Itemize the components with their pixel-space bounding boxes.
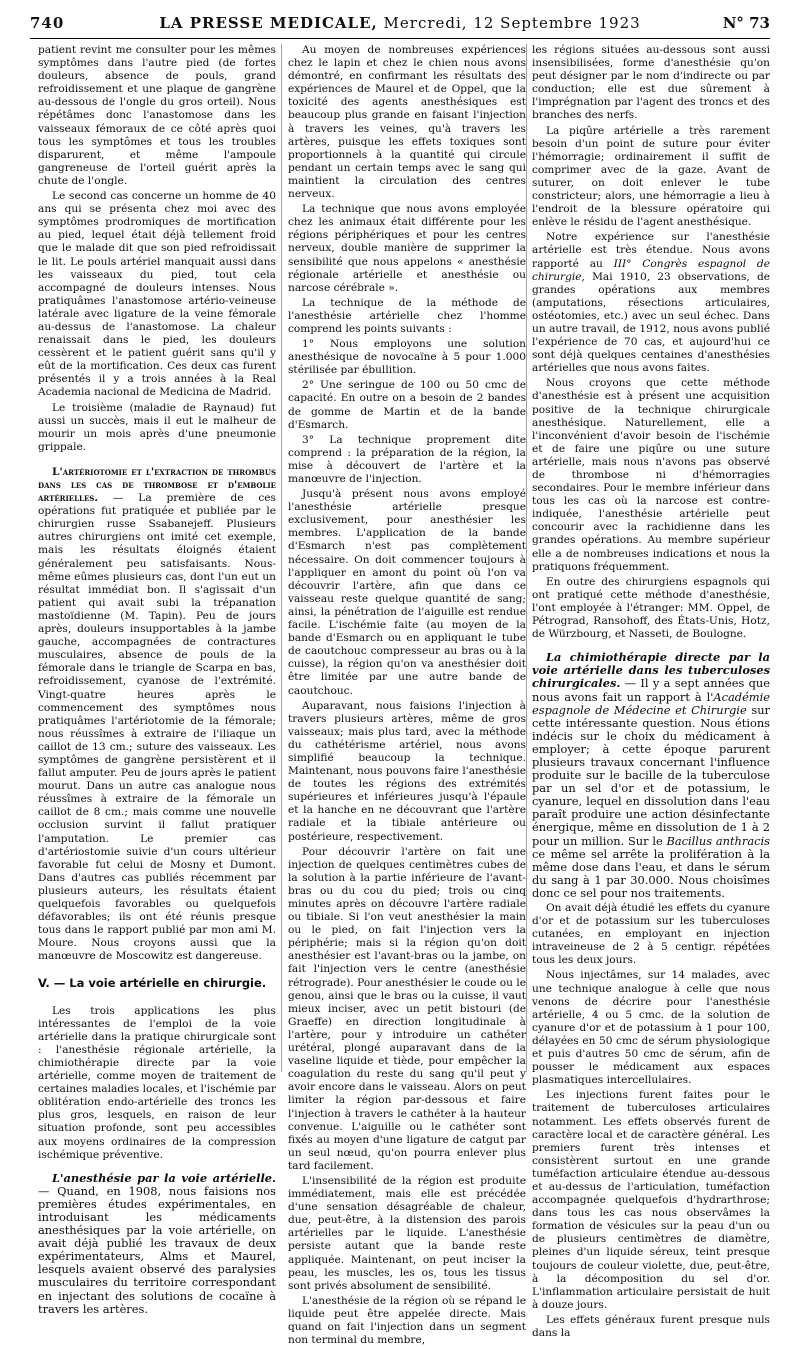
paragraph: Nous croyons que cette méthode d'anesthésie est à présent une acquisition positive de la technique chirurgicale anesthésique. Naturellement, elle a l'inconvénient d'avoir besoin de l'ischémie et de faire une piqûre ou une suture artérielle, mais nous n'avons pas observé de thrombose ni d'hémorragies secondaires. Pour le membre inférieur dans tous les cas où la narcose est contre-indiquée, l'anesthésie artérielle peut concourir avec la rachidienne dans les grandes opérations. Au membre supérieur elle a de nombreuses indications et nous la pratiquons fréquemment.: [532, 377, 770, 573]
paragraph-body: — Quand, en 1908, nous faisions nos premières études expérimentales, en introduisant les médicaments anesthésiques par la voie artérielle, on avait déjà publié les travaux de deux expérimentateurs, Alms et Maurel, lesquels avaient observé des paralysies musculaires du territoire correspondant en injectant des solutions de cocaïne à travers les artères.: [38, 1183, 276, 1316]
paragraph-body: — La première de ces opérations fut pratiquée et publiée par le chirurgien russe Ssabanejeff. Plusieurs autres chirurgiens ont imité cet exemple, mais les résultats éloignés étaient généralement peu satisfaisants. Nous-même eûmes plusieurs cas, dont l'un eut un résultat immédiat bon. Il s'agissait d'un patient qui avait subi la trépanation mastoïdienne (M. Tapin). Peu de jours après, douleurs insupportables à la jambe gauche, accompagnées de contractures musculaires, absence de pouls de la fémorale dans le triangle de Scarpa en bas, refroidissement, cyanose de l'extrémité. Vingt-quatre heures après le commencement des symptômes nous pratiquâmes l'artériotomie de la fémorale; nous réussîmes à extraire de l'iliaque un caillot de 13 cm.; suture des vaisseaux. Les symptômes de gangrène persistèrent et il fallut amputer. Peu de jours après le patient mourut. Dans un autre cas analogue nous réussîmes à extraire de la fémorale un caillot de 8 cm.; mais comme une nouvelle occlusion survint il fallut pratiquer l'amputation. Le premier cas d'artériostomie suivie d'un cours ultérieur favorable fut celui de Mosny et Dumont. Dans d'autres cas publiés récemment par plusieurs auteurs, les résultats étaient quelquefois favorables ou quelquefois défavorables; ils ont été réunis presque tous dans le rapport publié par mon ami M. Moure. Nous croyons aussi que la manœuvre de Moscowitz est dangereuse.: [38, 492, 276, 963]
paragraph: [532, 651, 770, 900]
paragraph: Les trois applications les plus intéressantes de l'emploi de la voie artérielle dans la pratique chirurgicale sont : l'anesthésie régionale artérielle, la chimiothérapie directe par la voie artérielle, comme moyen de traitement de certaines maladies locales, et l'ischémie par oblitération endo-artérielle des troncs les plus gros, lesquels, en raison de leur situation profonde, sont peu accessibles aux moyens ordinaires de la compression ischémique préventive.: [38, 1004, 276, 1161]
paragraph: L'insensibilité de la région est produite immédiatement, mais elle est précédée d'une sensation désagréable de chaleur, due, peut-être, à la distension des parois artérielles par le liquide. L'anesthésie persiste autant que la bande reste appliquée. Maintenant, on peut inciser la peau, les muscles, les os, tous les tissus sont privés absolument de sensibilité.: [288, 1174, 526, 1292]
paragraph: La technique de la méthode de l'anesthésie artérielle chez l'homme comprend les points suivants :: [288, 296, 526, 335]
section-heading: V. — La voie artérielle en chirurgie.: [38, 976, 267, 991]
column-divider: [526, 44, 527, 1072]
paragraph: [532, 231, 770, 375]
paragraph: Le troisième (maladie de Raynaud) fut aussi un succès, mais il eut le malheur de mourir un mois après d'une pneumonie grippale.: [38, 401, 276, 453]
paragraph-lead: L'artériotomie et l'extraction de thrombus dans les cas de thrombose et d'embolie artérielles.: [38, 465, 276, 505]
paragraph: La piqûre artérielle a très rarement besoin d'un point de suture pour éviter l'hémorragie; ordinairement il suffit de comprimer avec de la gaze. Avant de suturer, on doit enlever le tube constricteur; alors, une hémorragie a lieu à l'endroit de la blessure opératoire qui enlève le résidu de l'agent anesthésique.: [532, 124, 770, 229]
paragraph: Auparavant, nous faisions l'injection à travers plusieurs artères, même de gros vaisseaux; mais plus tard, avec la méthode du cathétérisme artériel, nous avons simplifié beaucoup la technique. Maintenant, nous pouvons faire l'anesthésie de toutes les régions des extrémités supérieures et inférieures jusqu'à l'épaule et la hanche en ne découvrant que l'artère radiale et la tibiale antérieure ou postérieure, respectivement.: [288, 699, 526, 843]
column-1: [38, 44, 276, 1316]
paragraph: En outre des chirurgiens espagnols qui ont pratiqué cette méthode d'anesthésie, l'ont employée à l'étranger: MM. Oppel, de Pétrograd, Ransohoff, des États-Unis, Hotz, de Würzbourg, et Nasseti, de Boulogne.: [532, 575, 770, 641]
page-header: [30, 14, 770, 36]
paragraph: 3° La technique proprement dite comprend : la préparation de la région, la mise à découvert de l'artère et la manœuvre de l'injection.: [288, 433, 526, 485]
text-run: ce même sel arrête la prolifération à la même dose dans l'eau, et dans le sérum du sang à 1 par 30.000. Nous choisîmes donc ce sel pour nos traitements.: [532, 846, 770, 900]
paragraph: Nous injectâmes, sur 14 malades, avec une technique analogue à celle que nous venons de décrire pour l'anesthésie artérielle, 4 ou 5 cmc. de la solution de cyanure d'or et de potassium à 1 pour 100, délayées en 50 cmc de sérum physiologique et puis d'autres 50 cmc de sérum, afin de pousser le médicament aux espaces plasmatiques intercellulaires.: [532, 969, 770, 1087]
column-2: [288, 44, 526, 1347]
paragraph: [38, 1172, 276, 1316]
subheading: La chimiothérapie directe par la voie artérielle dans les tuberculoses chirurgicales.: [532, 650, 770, 691]
text-run: , Mai 1910, 23 observations, de grandes opérations aux membres (amputations, résections articulaires, ostéotomies, etc.) avec un seul échec. Dans un autre travail, de 1912, nous avons publié l'expérience de 70 cas, et aujourd'hui ce sont déjà quelques centaines d'anesthésies artérielles que nous avons faites.: [532, 270, 770, 375]
issue-number: N° 73: [722, 14, 770, 32]
paragraph: 1° Nous employons une solution anesthésique de novocaïne à 5 pour 1.000 stérilisée par ébullition.: [288, 338, 526, 377]
paragraph: La technique que nous avons employée chez les animaux était différente pour les régions périphériques et pour les centres nerveux, double manière de supprimer la sensibilité que nous appelons « anesthésie régionale artérielle et anesthésie ou narcose cérébrale ».: [288, 203, 526, 294]
paragraph: Pour découvrir l'artère on fait une injection de quelques centimètres cubes de la solution à la partie inférieure de l'avant-bras ou du cou du pied; trois ou cinq minutes après on découvre l'artère radiale ou tibiale. Si l'on veut anesthésier la main ou le pied, on fait l'injection vers la périphérie; mais si la région qu'on doit anesthésier est l'avant-bras ou la jambe, on fait l'injection vers le centre (anesthésie rétrograde). Pour anesthésier le coude ou le genou, ainsi que le bras ou la cuisse, il vaut mieux inciser, avec un petit bistouri (de Graeffe) en direction longitudinale à l'artère, pour y introduire un cathéter urétéral, plongé auparavant dans de la vaseline liquide et tiède, pour empêcher la coagulation du reste du sang qu'il peut y avoir encore dans le vaisseau. Alors on peut limiter la région par-dessous et faire l'injection à travers le cathéter à la hauteur convenue. L'aiguille ou le cathéter sont fixés au moyen d'une ligature de catgut par un seul nœud, qu'on pourra enlever plus tard facilement.: [288, 845, 526, 1172]
paragraph: Les injections furent faites pour le traitement de tuberculoses articulaires notamment. Les effets observés furent de caractère local et de caractère général. Les premiers furent très intenses et consistèrent surtout en une grande tuméfaction articulaire étendue au-dessous et au-dessus de l'articulation, tuméfaction accompagnée quelquefois d'hydrarthrose; dans tous les cas nous observâmes la formation de vésicules sur la peau d'un ou de plusieurs centimètres de diamètre, pleines d'un liquide séreux, teint presque toujours de couleur violette, due, peut-être, à la décomposition du sel d'or. L'inflammation articulaire persistait de huit à douze jours.: [532, 1089, 770, 1311]
paragraph: Au moyen de nombreuses expériences chez le lapin et chez le chien nous avons démontré, en confirmant les résultats des expériences de Maurel et de Oppel, que la toxicité des agents anesthésiques est beaucoup plus grande en faisant l'injection à travers les veines, qu'à travers les artères, puisque les effets toxiques sont proportionnels à la quantité qui circule pendant un certain temps avec le sang qui maintient la circulation des centres nerveux.: [288, 44, 526, 201]
paragraph: Le second cas concerne un homme de 40 ans qui se présenta chez moi avec des symptômes prodromiques de mortification au pied, lequel était déjà tellement froid que le malade dit que son pied refroidissait le lit. Le pouls artériel manquait aussi dans les vaisseaux du pied, tout cela accompagné de douleurs intenses. Nous pratiquâmes l'anastomose artério-veineuse latérale avec ligature de la veine fémorale au-dessus de l'anastomose. La chaleur renaissait dans le pied, les douleurs cessèrent et le patient guérit sans qu'il y eût de la mortification. Ces deux cas furent présentés il y a trois années à la Real Academia nacional de Medicina de Madrid.: [38, 190, 276, 399]
paragraph: Les effets généraux furent presque nuls dans la: [532, 1313, 770, 1339]
text-run: — Il y a sept années que nous avons fait un rapport à l': [532, 676, 770, 704]
journal-title: LA PRESSE MEDICALE,: [159, 14, 378, 32]
paragraph: les régions situées au-dessous sont aussi insensibilisées, forme d'anesthésie qu'on peut désigner par le nom d'indirecte ou par conduction; elle est due sûrement à l'imprégnation par l'agent des troncs et des branches des nerfs.: [532, 44, 770, 122]
paragraph: patient revint me consulter pour les mêmes symptômes dans l'autre pied (de fortes douleurs, absence de pouls, grand refroidissement et une plaque de gangrène au-dessous de l'ongle du gros orteil). Nous répétâmes donc l'anastomose dans les vaisseaux fémoraux de ce côté après quoi tous les symptômes et tous les troubles disparurent, et même l'ampoule gangreneuse de l'orteil guérit après la chute de l'ongle.: [38, 44, 276, 187]
header-rule: [30, 38, 770, 39]
paragraph: 2° Une seringue de 100 ou 50 cmc de capacité. En outre on a besoin de 2 bandes de gomme de Martin et de la bande d'Esmarch.: [288, 379, 526, 431]
paragraph: [38, 466, 276, 964]
text-run-italic: Bacillus anthracis: [666, 833, 770, 848]
column-3: [532, 44, 770, 1339]
page-number: 740: [30, 14, 65, 32]
text-run-italic: Académie espagnole de Médecine et Chirurgie: [532, 689, 770, 717]
paragraph: L'anesthésie de la région où se répand le liquide peut être appelée directe. Mais quand on fait l'injection dans un segment non terminal du membre,: [288, 1294, 526, 1347]
text-run-italic: III° Congrès espagnol de chirurgie: [532, 257, 770, 283]
header-title-line: [30, 14, 770, 32]
spacer: [38, 456, 276, 466]
text-run: sur cette intéressante question. Nous étions indécis sur le choix du médicament à employer; à cette époque parurent plusieurs travaux concernant l'influence produite sur le bacille de la tuberculose par un sel d'or et de potassium, le cyanure, lequel en dissolution dans l'eau paraît produire une action désinfectante énergique, même en dissolution de 1 à 2 pour un million. Sur le: [532, 702, 770, 848]
text-run: Notre expérience sur l'anesthésie artérielle est très étendue. Nous avons rapporté au: [532, 231, 770, 270]
subheading: L'anesthésie par la voie artérielle.: [52, 1170, 276, 1185]
paragraph: On avait déjà étudié les effets du cyanure d'or et de potassium sur les tuberculoses cutanées, en employant en injection intraveineuse de 2 à 5 centigr. répétées tous les deux jours.: [532, 902, 770, 967]
paragraph: Jusqu'à présent nous avons employé l'anesthésie artérielle presque exclusivement, pour anesthésier les membres. L'application de la bande d'Esmarch n'est pas complètement nécessaire. On doit commencer toujours à l'appliquer en amont du point où l'on va découvrir l'artère, afin que dans ce vaisseau reste quelque quantité de sang; ainsi, la pénétration de l'aiguille est rendue facile. L'ischémie faite (au moyen de la bande d'Esmarch ou en appliquant le tube de caoutchouc compresseur au bras ou à la cuisse), la région qu'on va anesthésier doit être limitée par une autre bande de caoutchouc.: [288, 488, 526, 697]
issue-date: Mercredi, 12 Septembre 1923: [383, 14, 641, 32]
column-divider: [281, 44, 282, 1072]
